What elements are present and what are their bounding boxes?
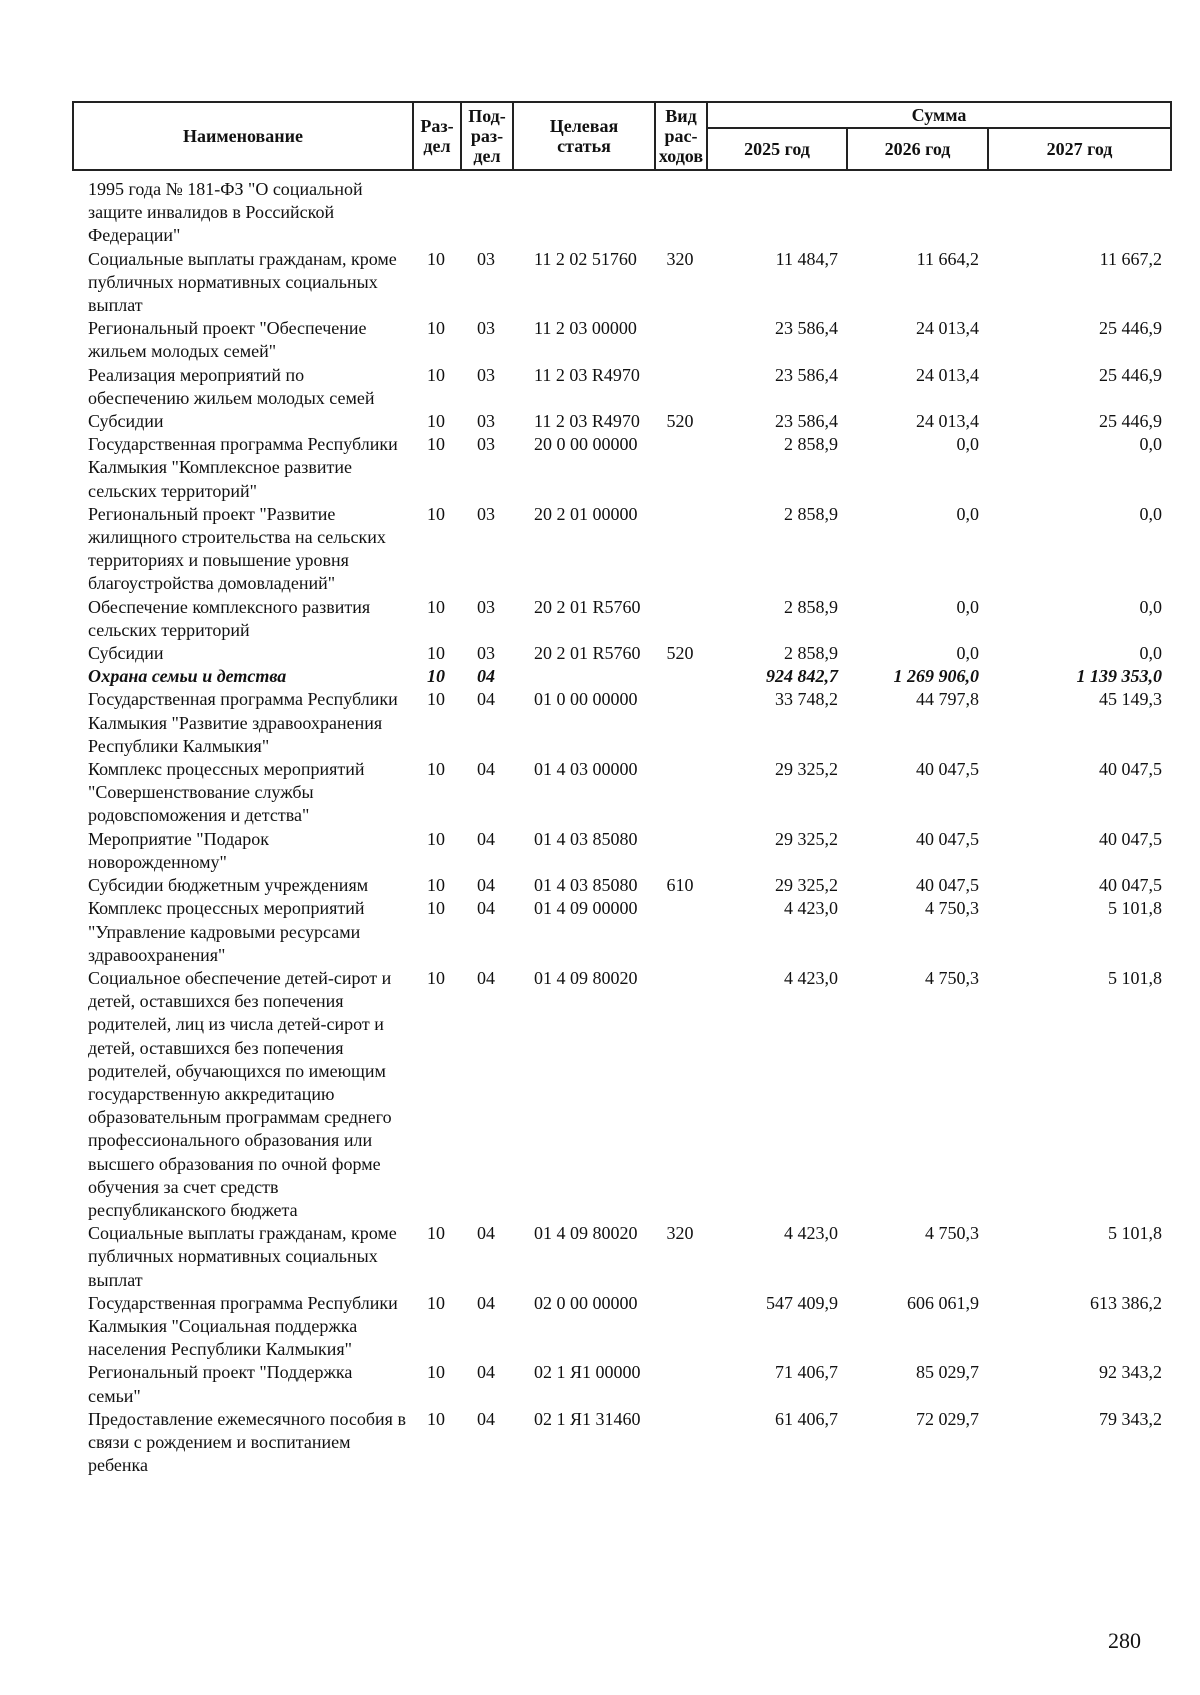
cell-sum-2025: 23 586,4 (775, 318, 838, 339)
cell-celevaya-statya: 11 2 03 00000 (534, 318, 637, 339)
cell-vid-rashodov (654, 433, 706, 503)
table-row (72, 897, 1170, 967)
cell-sum-2025: 4 423,0 (784, 967, 838, 988)
cell-vid-rashodov: 610 (666, 875, 694, 896)
cell-name: Комплекс процессных мероприятий "Совершенствование службы родовспоможения и детства" (88, 759, 365, 826)
cell-sum-2025: 29 325,2 (775, 828, 838, 849)
cell-razdel: 10 (427, 875, 445, 896)
cell-sum-2027: 0,0 (1139, 503, 1162, 524)
cell-sum-2025: 4 423,0 (784, 898, 838, 919)
cell-name: Предоставление ежемесячного пособия в связи с рождением и воспитанием ребенка (88, 1408, 406, 1476)
cell-celevaya-statya: 02 1 Я1 31460 (534, 1408, 641, 1429)
cell-vid-rashodov (654, 364, 706, 410)
cell-razdel: 10 (427, 828, 445, 849)
cell-sum-2027: 79 343,2 (1099, 1408, 1162, 1429)
cell-razdel: 10 (427, 1292, 445, 1313)
cell-name: Государственная программа Республики Калмыкия "Комплексное развитие сельских территорий" (88, 434, 398, 501)
cell-vid-rashodov (654, 688, 706, 758)
cell-name: Обеспечение комплексного развития сельских территорий (88, 596, 371, 640)
table-row (72, 410, 1170, 433)
cell-razdel: 10 (427, 689, 445, 710)
cell-sum-2025: 71 406,7 (775, 1362, 838, 1383)
cell-celevaya-statya: 01 4 09 00000 (534, 898, 638, 919)
cell-sum-2026: 0,0 (956, 503, 979, 524)
cell-podrazdel: 03 (477, 318, 495, 339)
cell-name: Социальное обеспечение детей-сирот и детей, оставшихся без попечения родителей, лиц из числа детей-сирот и детей, оставшихся без попечения родителей, обучающихся по имеющим государственную аккредитацию образовательным программам среднего профессионального образования или высшего образования по очной форме обучения за счет средств республиканского бюджета (88, 967, 392, 1220)
cell-sum-2027: 45 149,3 (1099, 689, 1162, 710)
cell-celevaya-statya: 20 2 01 R5760 (534, 596, 641, 617)
table-row (72, 758, 1170, 828)
cell-sum-2027: 5 101,8 (1108, 898, 1162, 919)
cell-sum-2027: 25 446,9 (1099, 364, 1162, 385)
cell-sum-2025: 2 858,9 (784, 596, 838, 617)
cell-podrazdel: 04 (477, 1408, 495, 1429)
cell-vid-rashodov: 320 (666, 248, 694, 269)
cell-sum-2025: 33 748,2 (775, 689, 838, 710)
cell-sum-2025: 547 409,9 (766, 1292, 838, 1313)
cell-sum-2026: 85 029,7 (916, 1362, 979, 1383)
cell-razdel: 10 (427, 1362, 445, 1383)
cell-name: Социальные выплаты гражданам, кроме публичных нормативных социальных выплат (88, 1223, 397, 1290)
table-row (72, 248, 1170, 318)
cell-sum-2025: 2 858,9 (784, 503, 838, 524)
table-header (72, 101, 1172, 171)
cell-podrazdel: 04 (477, 1292, 495, 1313)
cell-sum-2027: 40 047,5 (1099, 828, 1162, 849)
header-celevaya-statya: Целевая статья (513, 102, 655, 170)
cell-vid-rashodov (654, 758, 706, 828)
cell-name: Государственная программа Республики Калмыкия "Развитие здравоохранения Республики Калмыкия" (88, 689, 398, 756)
page-number: 280 (1108, 1628, 1141, 1653)
cell-razdel: 10 (427, 898, 445, 919)
cell-sum-2026: 72 029,7 (916, 1408, 979, 1429)
table-row (72, 503, 1170, 596)
cell-sum-2025 (706, 178, 846, 248)
table-row (72, 1408, 1170, 1478)
cell-sum-2026: 44 797,8 (916, 689, 979, 710)
table-row (72, 178, 1170, 248)
table-row (72, 364, 1170, 410)
cell-sum-2027 (987, 178, 1170, 248)
cell-vid-rashodov: 520 (666, 643, 694, 664)
table-row (72, 1222, 1170, 1292)
cell-sum-2025: 2 858,9 (784, 643, 838, 664)
cell-name: Мероприятие "Подарок новорожденному" (88, 828, 270, 872)
cell-podrazdel: 04 (477, 759, 495, 780)
cell-vid-rashodov (654, 828, 706, 874)
cell-sum-2027: 25 446,9 (1099, 318, 1162, 339)
cell-celevaya-statya (512, 178, 654, 248)
cell-name: Региональный проект "Обеспечение жильем молодых семей" (88, 318, 367, 362)
cell-sum-2026: 11 664,2 (916, 248, 979, 269)
cell-podrazdel: 03 (477, 411, 495, 432)
cell-podrazdel: 04 (477, 967, 495, 988)
cell-vid-rashodov (654, 317, 706, 363)
cell-name: Охрана семьи и детства (88, 666, 287, 687)
cell-sum-2027: 40 047,5 (1099, 875, 1162, 896)
cell-celevaya-statya: 01 4 09 80020 (534, 1223, 638, 1244)
cell-celevaya-statya: 01 4 03 85080 (534, 828, 638, 849)
cell-sum-2027: 40 047,5 (1099, 759, 1162, 780)
cell-vid-rashodov (654, 1408, 706, 1478)
cell-vid-rashodov (654, 1292, 706, 1362)
cell-name: Комплекс процессных мероприятий "Управление кадровыми ресурсами здравоохранения" (88, 898, 365, 965)
cell-vid-rashodov: 320 (666, 1223, 694, 1244)
cell-sum-2027: 1 139 353,0 (1076, 666, 1162, 687)
cell-celevaya-statya: 20 2 01 00000 (534, 503, 638, 524)
cell-podrazdel: 03 (477, 643, 495, 664)
cell-celevaya-statya (512, 665, 654, 688)
budget-table-body (72, 178, 1170, 1477)
cell-podrazdel: 03 (477, 434, 495, 455)
cell-sum-2026: 0,0 (956, 596, 979, 617)
cell-sum-2027: 0,0 (1139, 643, 1162, 664)
cell-vid-rashodov (654, 967, 706, 1222)
cell-name: Субсидии бюджетным учреждениям (88, 875, 369, 896)
cell-razdel: 10 (427, 643, 445, 664)
cell-razdel: 10 (427, 434, 445, 455)
header-name: Наименование (73, 102, 413, 170)
cell-vid-rashodov (654, 665, 706, 688)
cell-podrazdel: 03 (477, 248, 495, 269)
cell-sum-2027: 0,0 (1139, 434, 1162, 455)
header-podrazdel: Под- раз- дел (461, 102, 513, 170)
cell-sum-2026: 4 750,3 (925, 967, 979, 988)
table-row (72, 1292, 1170, 1362)
cell-sum-2027: 0,0 (1139, 596, 1162, 617)
cell-sum-2025: 23 586,4 (775, 364, 838, 385)
cell-sum-2026: 0,0 (956, 643, 979, 664)
cell-celevaya-statya: 20 0 00 00000 (534, 434, 638, 455)
cell-sum-2025: 61 406,7 (775, 1408, 838, 1429)
cell-podrazdel: 04 (477, 898, 495, 919)
table-row (72, 1361, 1170, 1407)
cell-name: Государственная программа Республики Калмыкия "Социальная поддержка населения Республики Калмыкия" (88, 1292, 398, 1360)
cell-sum-2026: 4 750,3 (925, 1223, 979, 1244)
cell-razdel: 10 (427, 1223, 445, 1244)
table-row (72, 967, 1170, 1222)
cell-sum-2027: 613 386,2 (1090, 1292, 1162, 1313)
cell-celevaya-statya: 11 2 03 R4970 (534, 364, 640, 385)
cell-sum-2025: 924 842,7 (766, 666, 838, 687)
cell-celevaya-statya: 02 1 Я1 00000 (534, 1362, 641, 1383)
table-row (72, 688, 1170, 758)
header-razdel: Раз- дел (413, 102, 461, 170)
cell-razdel: 10 (427, 1408, 445, 1429)
cell-podrazdel: 04 (477, 1223, 495, 1244)
cell-name: Субсидии (88, 411, 164, 432)
cell-razdel: 10 (427, 248, 445, 269)
cell-celevaya-statya: 01 0 00 00000 (534, 689, 638, 710)
cell-sum-2026: 40 047,5 (916, 759, 979, 780)
cell-vid-rashodov (654, 596, 706, 642)
cell-razdel: 10 (427, 967, 445, 988)
cell-vid-rashodov (654, 1361, 706, 1407)
cell-sum-2026: 606 061,9 (907, 1292, 979, 1313)
header-year-2027: 2027 год (988, 128, 1171, 170)
cell-sum-2025: 29 325,2 (775, 875, 838, 896)
header-summa: Сумма (707, 102, 1171, 128)
cell-sum-2026: 40 047,5 (916, 875, 979, 896)
cell-podrazdel: 03 (477, 596, 495, 617)
cell-sum-2026: 24 013,4 (916, 364, 979, 385)
cell-podrazdel: 04 (477, 828, 495, 849)
cell-sum-2026 (846, 178, 987, 248)
cell-sum-2026: 0,0 (956, 434, 979, 455)
cell-podrazdel (460, 178, 512, 248)
table-row (72, 665, 1170, 688)
table-row (72, 596, 1170, 642)
cell-celevaya-statya: 20 2 01 R5760 (534, 643, 641, 664)
cell-sum-2027: 25 446,9 (1099, 411, 1162, 432)
cell-razdel (412, 178, 460, 248)
cell-sum-2026: 4 750,3 (925, 898, 979, 919)
header-year-2026: 2026 год (847, 128, 988, 170)
cell-podrazdel: 04 (477, 666, 495, 687)
header-vid-rashodov: Вид рас- ходов (655, 102, 707, 170)
cell-razdel: 10 (427, 318, 445, 339)
cell-name: Региональный проект "Поддержка семьи" (88, 1362, 353, 1406)
cell-podrazdel: 04 (477, 875, 495, 896)
cell-vid-rashodov: 520 (666, 411, 694, 432)
table-row (72, 874, 1170, 897)
cell-celevaya-statya: 02 0 00 00000 (534, 1292, 638, 1313)
cell-celevaya-statya: 01 4 03 85080 (534, 875, 638, 896)
cell-sum-2025: 4 423,0 (784, 1223, 838, 1244)
cell-sum-2027: 92 343,2 (1099, 1362, 1162, 1383)
header-year-2025: 2025 год (707, 128, 847, 170)
cell-sum-2025: 23 586,4 (775, 411, 838, 432)
cell-sum-2025: 11 484,7 (775, 248, 838, 269)
cell-sum-2027: 5 101,8 (1108, 1223, 1162, 1244)
cell-vid-rashodov (654, 897, 706, 967)
cell-sum-2027: 5 101,8 (1108, 967, 1162, 988)
table-row (72, 828, 1170, 874)
cell-razdel: 10 (427, 503, 445, 524)
cell-name: Социальные выплаты гражданам, кроме публичных нормативных социальных выплат (88, 248, 397, 316)
cell-celevaya-statya: 11 2 03 R4970 (534, 411, 640, 432)
cell-podrazdel: 03 (477, 503, 495, 524)
cell-name: Реализация мероприятий по обеспечению жильем молодых семей (88, 364, 375, 408)
cell-celevaya-statya: 01 4 09 80020 (534, 967, 638, 988)
cell-razdel: 10 (427, 364, 445, 385)
cell-podrazdel: 04 (477, 689, 495, 710)
cell-razdel: 10 (427, 666, 445, 687)
cell-sum-2025: 2 858,9 (784, 434, 838, 455)
cell-vid-rashodov (654, 178, 706, 248)
cell-sum-2026: 40 047,5 (916, 828, 979, 849)
cell-sum-2026: 1 269 906,0 (893, 666, 979, 687)
cell-vid-rashodov (654, 503, 706, 596)
cell-name: Региональный проект "Развитие жилищного строительства на сельских территориях и повышение уровня благоустройства домовладений" (88, 503, 386, 594)
table-row (72, 317, 1170, 363)
cell-sum-2026: 24 013,4 (916, 318, 979, 339)
cell-name: 1995 года № 181-ФЗ "О социальной защите инвалидов в Российской Федерации" (88, 179, 363, 246)
cell-razdel: 10 (427, 596, 445, 617)
cell-sum-2027: 11 667,2 (1099, 248, 1162, 269)
cell-podrazdel: 03 (477, 364, 495, 385)
cell-podrazdel: 04 (477, 1362, 495, 1383)
cell-celevaya-statya: 01 4 03 00000 (534, 759, 638, 780)
cell-name: Субсидии (88, 643, 164, 664)
cell-razdel: 10 (427, 759, 445, 780)
cell-sum-2025: 29 325,2 (775, 759, 838, 780)
table-row (72, 433, 1170, 503)
table-row (72, 642, 1170, 665)
cell-razdel: 10 (427, 411, 445, 432)
cell-sum-2026: 24 013,4 (916, 411, 979, 432)
cell-celevaya-statya: 11 2 02 51760 (534, 248, 637, 269)
